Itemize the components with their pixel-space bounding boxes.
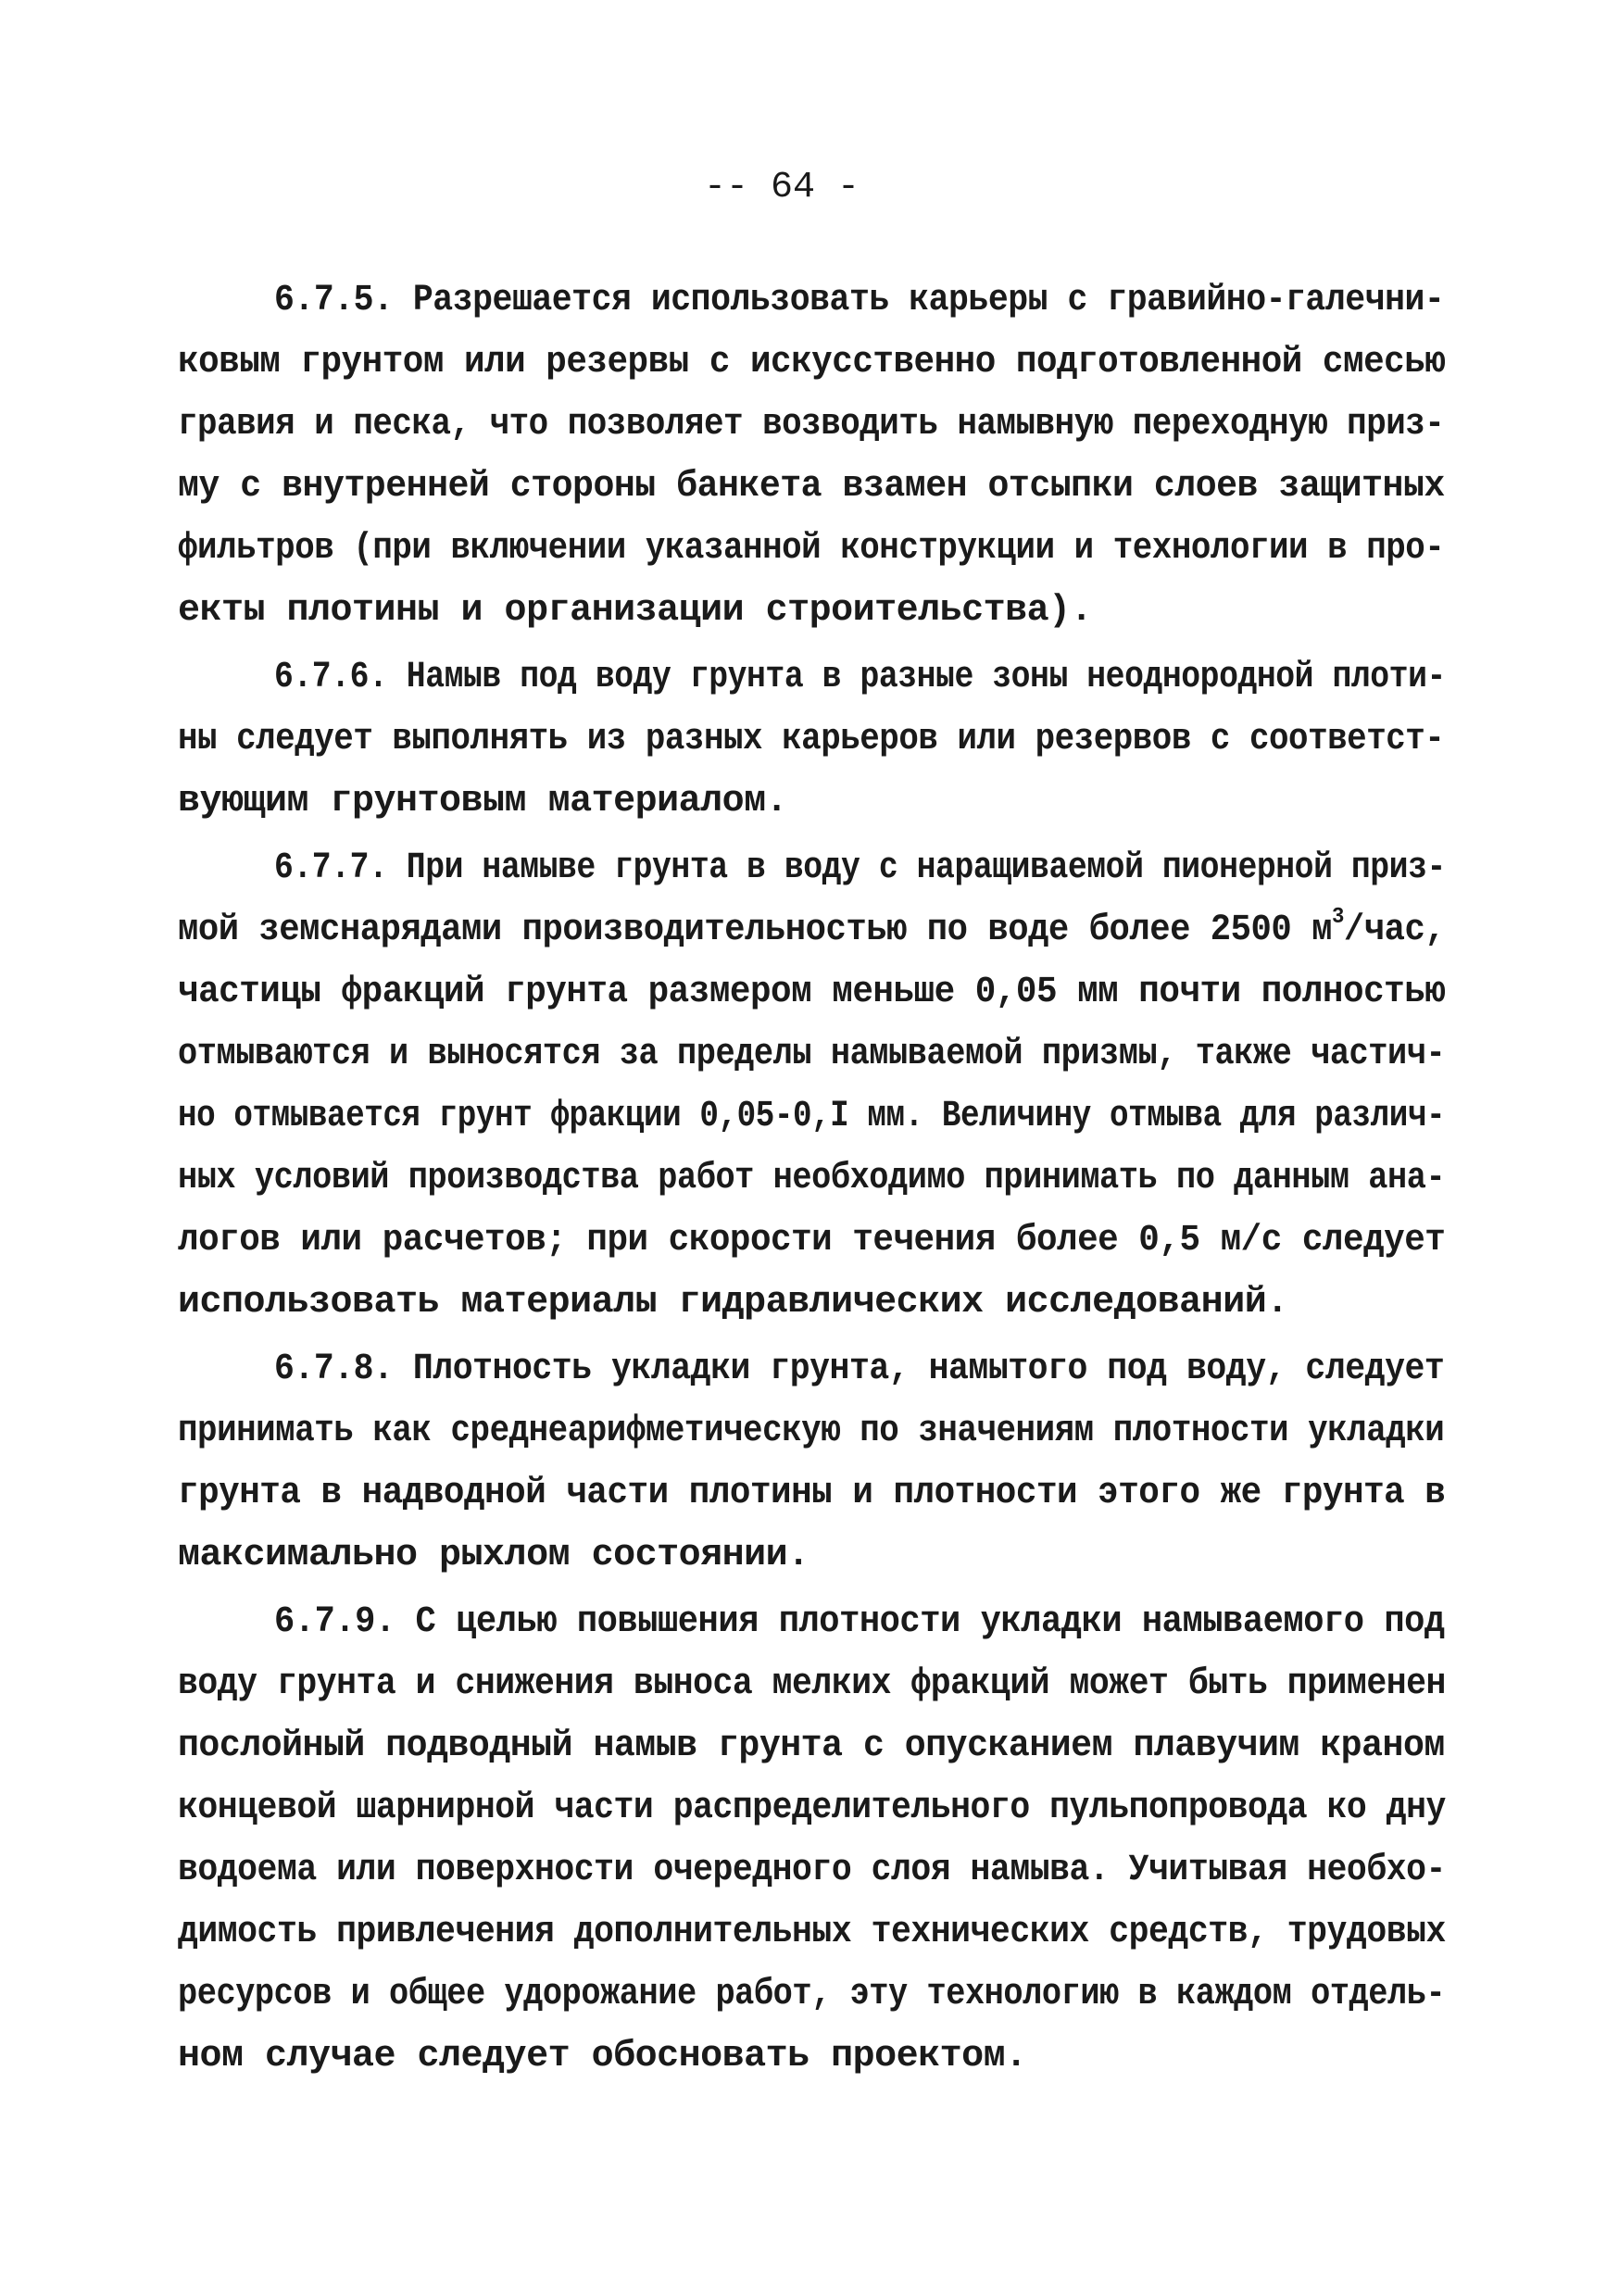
paragraph-6-7-7-line-2-text: мой земснарядами производительностью по воде более 2500 м	[178, 910, 1332, 951]
paragraph-6-7-7-line-2	[178, 905, 1446, 951]
paragraph-6-7-8-line-3: грунта в надводной части плотины и плотности этого же грунта в	[178, 1473, 1446, 1514]
paragraph-6-7-9-line-1: 6.7.9. С целью повышения плотности укладки намываемого под	[274, 1601, 1445, 1643]
paragraph-6-7-8-line-2: принимать как среднеарифметическую по значениям плотности укладки	[178, 1411, 1445, 1452]
paragraph-6-7-9-line-5: водоема или поверхности очередного слоя намыва. Учитывая необхо-	[178, 1850, 1446, 1891]
paragraph-6-7-8-line-1: 6.7.8. Плотность укладки грунта, намытого под воду, следует	[274, 1349, 1445, 1390]
page-number: -- 64 -	[704, 167, 860, 208]
paragraph-6-7-5-line-6: екты плотины и организации строительства).	[178, 590, 1093, 632]
paragraph-6-7-5-line-1: 6.7.5. Разрешается использовать карьеры с гравийно-галечни-	[274, 280, 1445, 321]
paragraph-6-7-6-line-3: вующим грунтовым материалом.	[178, 781, 788, 822]
paragraph-6-7-7-line-6: ных условий производства работ необходимо принимать по данным ана-	[178, 1158, 1446, 1199]
paragraph-6-7-9-line-4: концевой шарнирной части распределительного пульпопровода ко дну	[178, 1788, 1446, 1829]
paragraph-6-7-9-line-7: ресурсов и общее удорожание работ, эту технологию в каждом отдель-	[178, 1974, 1446, 2015]
paragraph-6-7-7-line-8: использовать материалы гидравлических исследований.	[178, 1282, 1288, 1324]
superscript-cube: 3	[1331, 905, 1344, 930]
paragraph-6-7-6-line-2: ны следует выполнять из разных карьеров или резервов с соответст-	[178, 719, 1445, 760]
paragraph-6-7-7-line-3: частицы фракций грунта размером меньше 0,05 мм почти полностью	[178, 972, 1446, 1013]
paragraph-6-7-8-line-4: максимально рыхлом состоянии.	[178, 1535, 810, 1576]
paragraph-6-7-9-line-2: воду грунта и снижения выноса мелких фракций может быть применен	[178, 1663, 1446, 1705]
paragraph-6-7-7-line-1: 6.7.7. При намыве грунта в воду с наращиваемой пионерной приз-	[274, 847, 1446, 889]
per-hour-unit: /час,	[1343, 910, 1446, 951]
paragraph-6-7-5-line-4: му с внутренней стороны банкета взамен отсыпки слоев защитных	[178, 466, 1445, 508]
paragraph-6-7-7-line-5: но отмывается грунт фракции 0,05-0,I мм. Величину отмыва для различ-	[178, 1096, 1446, 1137]
paragraph-6-7-9-line-8: ном случае следует обосновать проектом.	[178, 2036, 1027, 2077]
paragraph-6-7-9-line-6: димость привлечения дополнительных технических средств, трудовых	[178, 1912, 1446, 1953]
paragraph-6-7-5-line-5: фильтров (при включении указанной конструкции и технологии в про-	[178, 528, 1445, 570]
paragraph-6-7-5-line-2: ковым грунтом или резервы с искусственно подготовленной смесью	[178, 342, 1446, 383]
paragraph-6-7-7-line-7: логов или расчетов; при скорости течения более 0,5 м/с следует	[178, 1220, 1446, 1261]
paragraph-6-7-9-line-3: послойный подводный намыв грунта с опусканием плавучим краном	[178, 1725, 1445, 1767]
paragraph-6-7-7-line-4: отмываются и выносятся за пределы намываемой призмы, также частич-	[178, 1034, 1446, 1075]
paragraph-6-7-5-line-3: гравия и песка, что позволяет возводить намывную переходную приз-	[178, 404, 1445, 445]
paragraph-6-7-6-line-1: 6.7.6. Намыв под воду грунта в разные зоны неоднородной плоти-	[274, 657, 1446, 698]
